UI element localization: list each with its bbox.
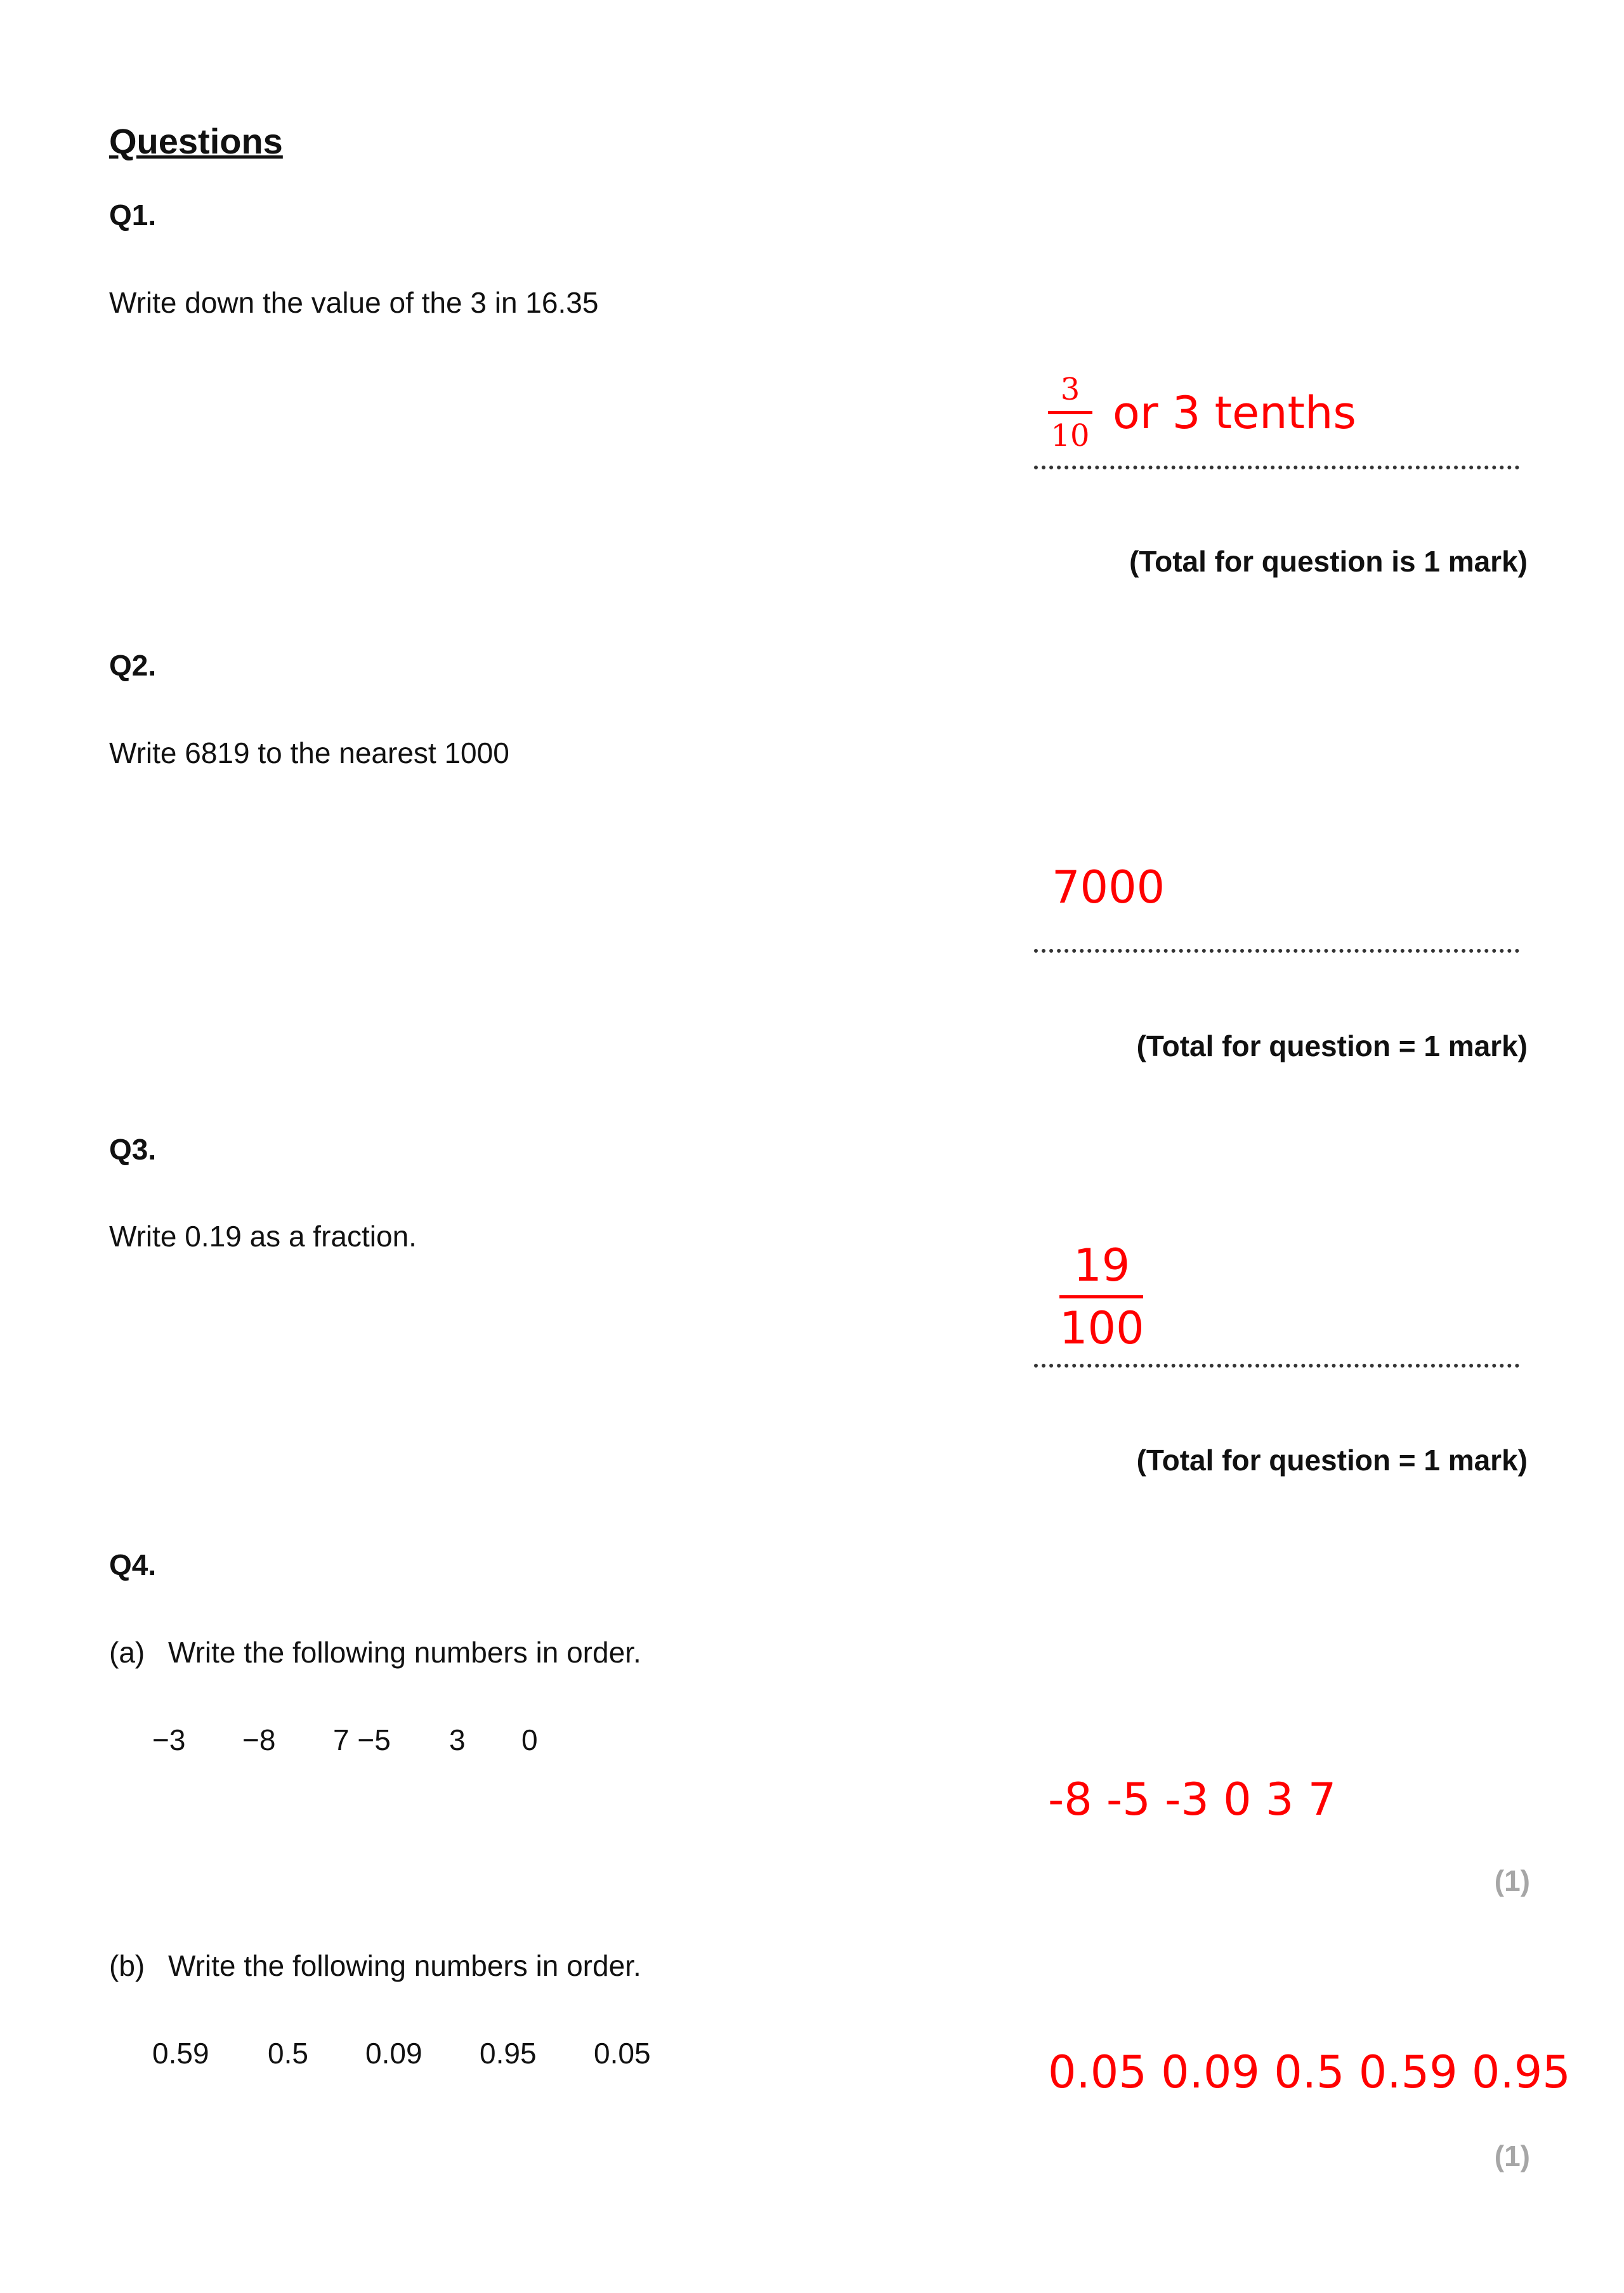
question-1-answer-text: or 3 tenths: [1113, 386, 1356, 439]
page-title: Questions: [109, 121, 283, 161]
question-3-answer-numerator: 19: [1073, 1239, 1130, 1291]
question-4b-prompt: Write the following numbers in order.: [168, 1949, 641, 1982]
question-1-answer: [1048, 372, 1356, 454]
question-3-number: Q3.: [109, 1133, 157, 1166]
question-3-answer: [1059, 1239, 1144, 1354]
question-2-answer-line: [1034, 949, 1519, 953]
question-3-answer-fraction: [1059, 1239, 1144, 1354]
list-item: 0.5: [268, 2037, 308, 2070]
question-1-answer-numerator: 3: [1060, 372, 1080, 407]
question-4a-label: (a): [109, 1636, 145, 1669]
question-3-total: (Total for question = 1 mark): [1136, 1444, 1528, 1477]
question-1-answer-line: [1034, 466, 1519, 469]
question-4a-answer: -8 -5 -3 0 3 7: [1048, 1774, 1337, 1826]
question-2-number: Q2.: [109, 649, 157, 682]
list-item: 0.09: [365, 2037, 422, 2070]
question-4b-answer: 0.05 0.09 0.5 0.59 0.95: [1048, 2046, 1571, 2098]
list-item: 0.95: [480, 2037, 537, 2070]
question-3-answer-line: [1034, 1364, 1519, 1368]
list-item: −8: [242, 1723, 276, 1756]
question-2-total: (Total for question = 1 mark): [1136, 1029, 1528, 1062]
question-2-answer: 7000: [1052, 861, 1165, 913]
question-1-total: (Total for question is 1 mark): [1129, 545, 1528, 578]
list-item: 0: [521, 1723, 538, 1756]
question-3-answer-denominator: 100: [1059, 1302, 1144, 1354]
list-item: 3: [449, 1723, 466, 1756]
list-item: 0.05: [594, 2037, 651, 2070]
list-item: −3: [152, 1723, 186, 1756]
question-4b-mark: (1): [1494, 2139, 1530, 2172]
question-3-prompt: Write 0.19 as a fraction.: [109, 1220, 417, 1253]
question-2-prompt: Write 6819 to the nearest 1000: [109, 736, 509, 769]
question-4-number: Q4.: [109, 1548, 157, 1581]
question-1-prompt: Write down the value of the 3 in 16.35: [109, 286, 599, 319]
question-1-answer-fraction: [1048, 372, 1092, 454]
question-4a-prompt: Write the following numbers in order.: [168, 1636, 641, 1669]
question-4a-mark: (1): [1494, 1864, 1530, 1897]
question-4b-label: (b): [109, 1949, 145, 1982]
list-item: 0.59: [152, 2037, 209, 2070]
question-1-number: Q1.: [109, 199, 157, 232]
list-item: 7 −5: [333, 1723, 391, 1756]
question-1-answer-denominator: 10: [1051, 418, 1090, 454]
